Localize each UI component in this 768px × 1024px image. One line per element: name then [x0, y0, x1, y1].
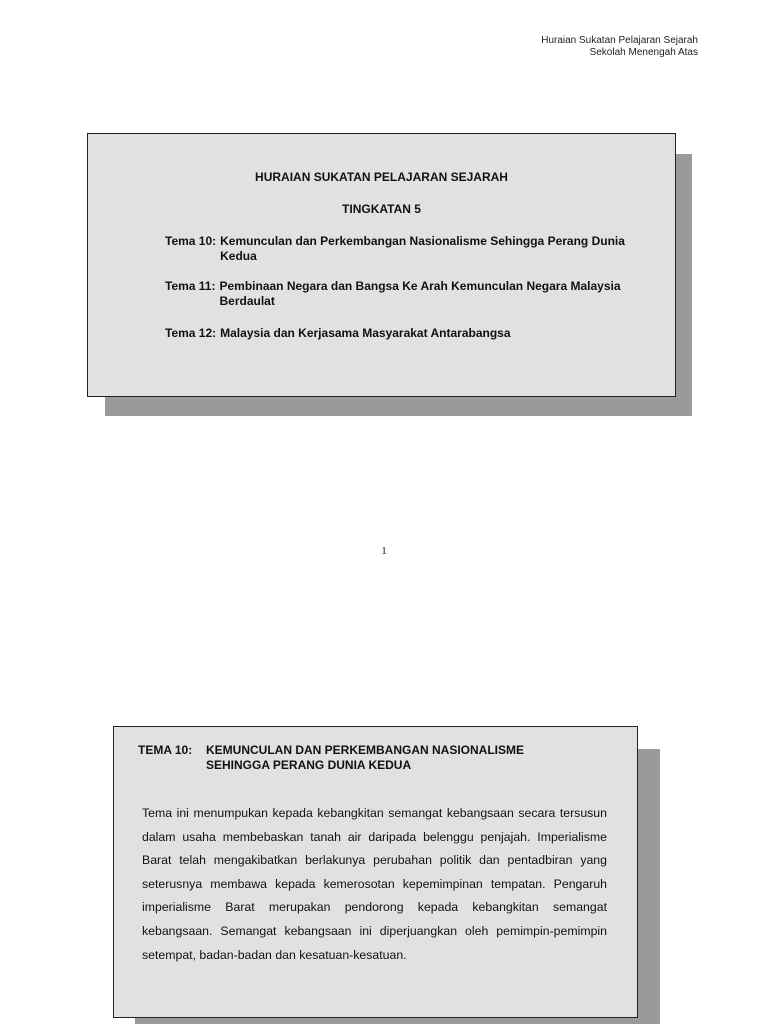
- page-number: 1: [381, 545, 387, 557]
- section-heading: [138, 743, 586, 773]
- header-line-2: Sekolah Menengah Atas: [589, 47, 698, 58]
- theme-text: Kemunculan dan Perkembangan Nasionalisme Sehingga Perang Dunia Kedua: [220, 234, 625, 263]
- theme-item-10: [165, 234, 645, 264]
- page-header: [541, 35, 698, 59]
- section-paragraph: Tema ini menumpukan kepada kebangkitan semangat kebangsaan secara tersusun dalam usaha membebaskan tanah air daripada belenggu penjajah. Imperialisme Barat telah mengakibatkan berlakunya perubahan politik dan pentadbiran yang seterusnya membawa kepada kemerosotan kepemimpinan tempatan. Pengaruh imperialisme Barat merupakan pendorong kepada kebangkitan semangat kebangsaan. Semangat kebangsaan ini diperjuangkan oleh pemimpin-pemimpin setempat, badan-badan dan kesatuan-kesatuan.: [142, 806, 607, 962]
- cover-box: [87, 133, 676, 397]
- section-label: TEMA 10:: [138, 743, 193, 757]
- section-title: KEMUNCULAN DAN PERKEMBANGAN NASIONALISME SEHINGGA PERANG DUNIA KEDUA: [206, 743, 524, 772]
- cover-subtitle: TINGKATAN 5: [342, 202, 421, 216]
- header-line-1: Huraian Sukatan Pelajaran Sejarah: [541, 35, 698, 46]
- theme-item-12: [165, 326, 645, 341]
- theme-text: Malaysia dan Kerjasama Masyarakat Antarabangsa: [220, 326, 511, 340]
- theme-item-11: [165, 279, 645, 309]
- theme-label: Tema 12:: [165, 326, 217, 340]
- theme-label: Tema 10:: [165, 234, 217, 248]
- section-box: [113, 726, 638, 1018]
- theme-label: Tema 11:: [165, 279, 216, 293]
- theme-text: Pembinaan Negara dan Bangsa Ke Arah Kemunculan Negara Malaysia Berdaulat: [219, 279, 621, 308]
- cover-title: HURAIAN SUKATAN PELAJARAN SEJARAH: [255, 170, 508, 184]
